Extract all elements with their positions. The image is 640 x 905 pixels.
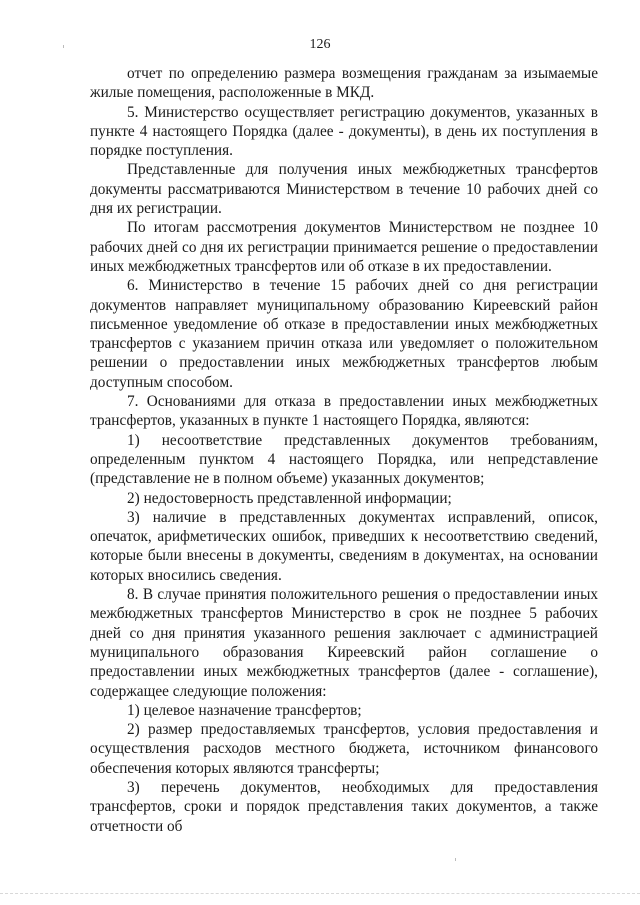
paragraph: 7. Основаниями для отказа в предоставлении иных межбюджетных трансфертов, указанных в пункте 1 настоящего Порядка, являются: — [90, 393, 598, 430]
paragraph: 8. В случае принятия положительного решения о предоставлении иных межбюджетных трансфертов Министерство в срок не позднее 5 рабочих дней со дня принятия указанного решения заключает с администрацией муниципального образования Киреевский район соглашение о предоставлении иных межбюджетных трансфертов (далее - соглашение), содержащее следующие положения: — [90, 586, 598, 700]
paragraph: 1) целевое назначение трансфертов; — [127, 701, 362, 719]
paragraph: 3) перечень документов, необходимых для предоставления трансфертов, сроки и порядок представления таких документов, а также отчетности об — [90, 778, 598, 835]
paragraph: 3) наличие в представленных документах исправлений, описок, опечаток, арифметических ошибок, приведших к несоответствию сведений, которые были внесены в документы, сведениям в документах, на основании которых вносились сведения. — [90, 508, 598, 584]
paragraph: отчет по определению размера возмещения гражданам за изымаемые жилые помещения, расположенные в МКД. — [90, 65, 598, 102]
scan-speck — [455, 858, 456, 861]
paragraph: 2) недостоверность представленной информации; — [127, 489, 452, 507]
paragraph: 1) несоответствие представленных документов требованиям, определенным пунктом 4 настоящего Порядка, или непредставление (представление не в полном объеме) указанных документов; — [90, 431, 598, 488]
paragraph: 2) размер предоставляемых трансфертов, условия предоставления и осуществления расходов местного бюджета, источником финансового обеспечения которых являются трансферты; — [90, 721, 598, 777]
scan-edge-artifact — [0, 893, 640, 894]
paragraph: По итогам рассмотрения документов Министерством не позднее 10 рабочих дней со дня их регистрации принимается решение о предоставлении иных межбюджетных трансфертов или об отказе в их предоставлении. — [90, 219, 598, 275]
page-number: 126 — [309, 37, 331, 52]
paragraph: Представленные для получения иных межбюджетных трансфертов документы рассматриваются Министерством в течение 10 рабочих дней со дня их регистрации. — [90, 161, 598, 218]
paragraph: 6. Министерство в течение 15 рабочих дней со дня регистрации документов направляет муниципальному образованию Киреевский район письменное уведомление об отказе в предоставлении иных межбюджетных трансфертов с указанием причин отказа или уведомляет о положительном решении о предоставлении иных межбюджетных трансфертов любым доступным способом. — [90, 277, 598, 391]
document-body — [90, 64, 598, 836]
paragraph: 5. Министерство осуществляет регистрацию документов, указанных в пункте 4 настоящего Порядка (далее - документы), в день их поступления в порядке поступления. — [90, 103, 598, 160]
scan-speck — [63, 45, 64, 48]
